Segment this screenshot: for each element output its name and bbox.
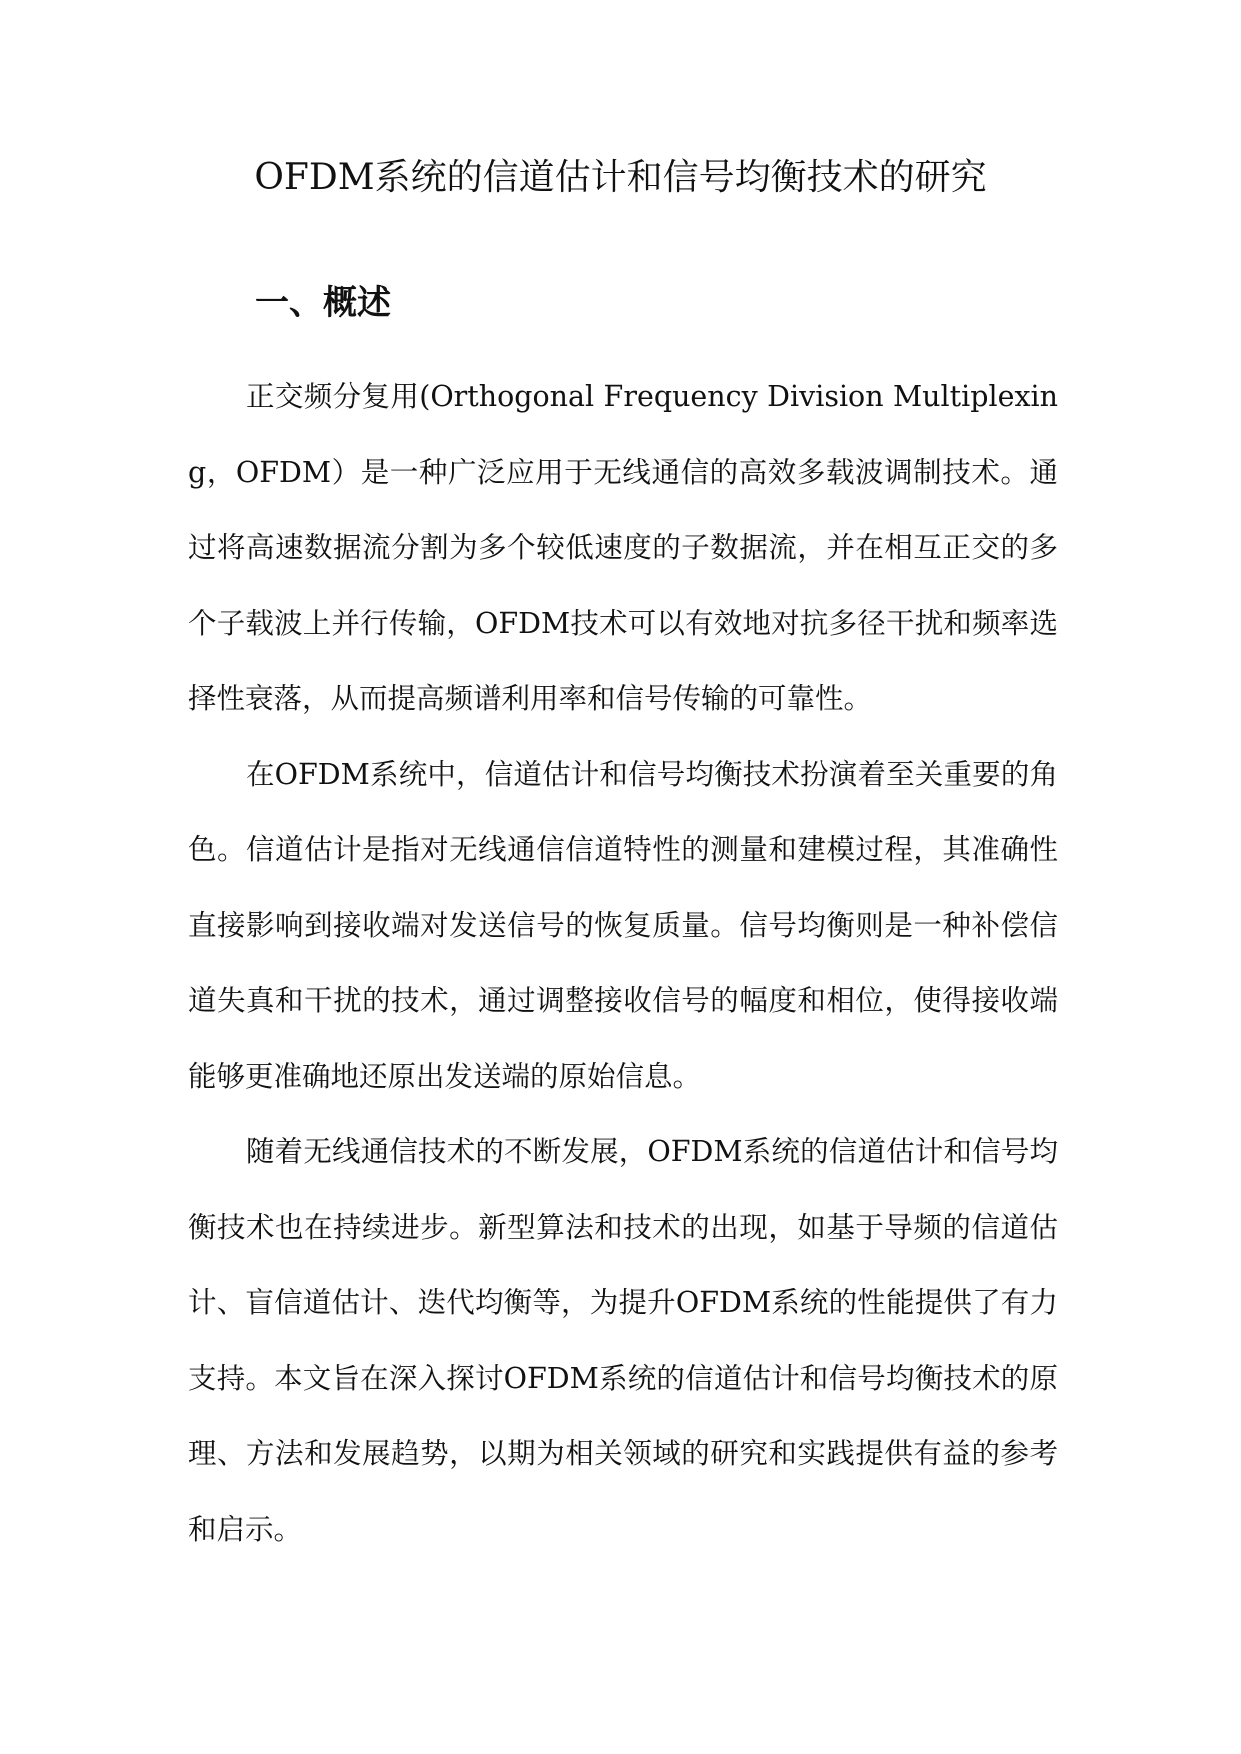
section-heading: 一、概述 xyxy=(255,283,391,323)
paragraph: 在OFDM系统中，信道估计和信号均衡技术扮演着至关重要的角色。信道估计是指对无线通信信道特性的测量和建模过程，其准确性直接影响到接收端对发送信号的恢复质量。信号均衡则是一种补偿信道失真和干扰的技术，通过调整接收信号的幅度和相位，使得接收端能够更准确地还原出发送端的原始信息。 xyxy=(188,757,1058,1093)
paragraph: 随着无线通信技术的不断发展，OFDM系统的信道估计和信号均衡技术也在持续进步。新型算法和技术的出现，如基于导频的信道估计、盲信道估计、迭代均衡等，为提升OFDM系统的性能提供了有力支持。本文旨在深入探讨OFDM系统的信道估计和信号均衡技术的原理、方法和发展趋势，以期为相关领域的研究和实践提供有益的参考和启示。 xyxy=(188,1135,1058,1546)
page-title: OFDM系统的信道估计和信号均衡技术的研究 xyxy=(254,157,987,198)
body-text xyxy=(188,359,1058,1567)
paragraph: 正交频分复用(Orthogonal Frequency Division Multiplexing，OFDM）是一种广泛应用于无线通信的高效多载波调制技术。通过将高速数据流分割为多个较低速度的子数据流，并在相互正交的多个子载波上并行传输，OFDM技术可以有效地对抗多径干扰和频率选择性衰落，从而提高频谱利用率和信号传输的可靠性。 xyxy=(188,380,1058,715)
